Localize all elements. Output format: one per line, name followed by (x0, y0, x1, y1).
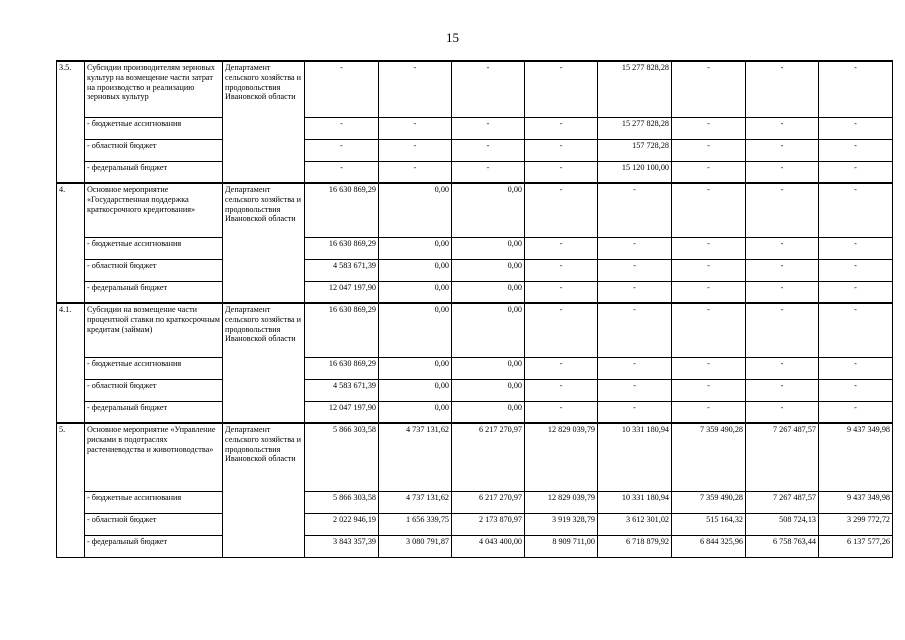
amount-cell: 16 630 869,29 (305, 303, 379, 357)
funding-source-label: - бюджетные ассигнования (85, 357, 223, 379)
amount-cell: - (379, 161, 452, 183)
amount-cell: 2 022 946,19 (305, 513, 379, 535)
measure-name: Основное мероприятие «Управление рисками в подотраслях растениеводства и животноводства» (85, 423, 223, 491)
responsible-department: Департамент сельского хозяйства и продовольствия Ивановской области (223, 183, 305, 303)
funding-source-label: - областной бюджет (85, 259, 223, 281)
amount-cell: - (672, 259, 746, 281)
amount-cell: 3 612 301,02 (598, 513, 672, 535)
amount-cell: - (819, 183, 893, 237)
amount-cell: 0,00 (452, 401, 525, 423)
table-row-budget (57, 513, 893, 535)
amount-cell: - (672, 139, 746, 161)
amount-cell: 0,00 (452, 281, 525, 303)
amount-cell: - (525, 303, 598, 357)
amount-cell: - (598, 303, 672, 357)
amount-cell: - (672, 357, 746, 379)
amount-cell: 0,00 (379, 303, 452, 357)
amount-cell: - (746, 237, 819, 259)
amount-cell: 0,00 (452, 379, 525, 401)
amount-cell: - (305, 117, 379, 139)
amount-cell: 0,00 (379, 357, 452, 379)
amount-cell: - (746, 139, 819, 161)
amount-cell: - (525, 357, 598, 379)
amount-cell: - (746, 61, 819, 117)
amount-cell: - (452, 61, 525, 117)
amount-cell: 1 656 339,75 (379, 513, 452, 535)
amount-cell: 16 630 869,29 (305, 357, 379, 379)
measure-name: Основное мероприятие «Государственная поддержка краткосрочного кредитования» (85, 183, 223, 237)
amount-cell: 6 137 577,26 (819, 535, 893, 557)
funding-source-label: - бюджетные ассигнования (85, 491, 223, 513)
amount-cell: 0,00 (379, 379, 452, 401)
funding-source-label: - областной бюджет (85, 513, 223, 535)
funding-source-label: - областной бюджет (85, 379, 223, 401)
row-number: 3.5. (57, 61, 85, 183)
amount-cell: - (819, 161, 893, 183)
amount-cell: 0,00 (452, 183, 525, 237)
amount-cell: - (598, 281, 672, 303)
amount-cell: - (525, 401, 598, 423)
table-row-budget (57, 117, 893, 139)
funding-source-label: - областной бюджет (85, 139, 223, 161)
amount-cell: - (746, 259, 819, 281)
amount-cell: - (819, 237, 893, 259)
amount-cell: - (746, 357, 819, 379)
amount-cell: 15 277 828,28 (598, 61, 672, 117)
table-row-budget (57, 357, 893, 379)
amount-cell: - (746, 117, 819, 139)
amount-cell: 0,00 (379, 237, 452, 259)
measure-name: Субсидии производителям зерновых культур на возмещение части затрат на производство и реализацию зерновых культур (85, 61, 223, 117)
amount-cell: - (746, 183, 819, 237)
amount-cell: - (672, 61, 746, 117)
responsible-department: Департамент сельского хозяйства и продовольствия Ивановской области (223, 423, 305, 557)
budget-table (56, 60, 893, 558)
amount-cell: - (746, 281, 819, 303)
measure-name: Субсидии на возмещение части процентной ставки по краткосрочным кредитам (займам) (85, 303, 223, 357)
amount-cell: 3 919 328,79 (525, 513, 598, 535)
amount-cell: 7 359 490,28 (672, 491, 746, 513)
amount-cell: 0,00 (452, 237, 525, 259)
amount-cell: 16 630 869,29 (305, 237, 379, 259)
amount-cell: 9 437 349,98 (819, 491, 893, 513)
amount-cell: 10 331 180,94 (598, 423, 672, 491)
amount-cell: 0,00 (452, 357, 525, 379)
amount-cell: 0,00 (379, 259, 452, 281)
table-row-budget (57, 139, 893, 161)
responsible-department: Департамент сельского хозяйства и продовольствия Ивановской области (223, 61, 305, 183)
amount-cell: 515 164,32 (672, 513, 746, 535)
row-number: 4.1. (57, 303, 85, 423)
amount-cell: - (525, 183, 598, 237)
amount-cell: - (525, 237, 598, 259)
amount-cell: - (379, 61, 452, 117)
amount-cell: 2 173 870,97 (452, 513, 525, 535)
amount-cell: - (452, 117, 525, 139)
page-number: 15 (446, 30, 459, 45)
table-row-budget (57, 379, 893, 401)
amount-cell: - (672, 237, 746, 259)
table-row-budget (57, 161, 893, 183)
amount-cell: 8 909 711,00 (525, 535, 598, 557)
amount-cell: 12 829 039,79 (525, 491, 598, 513)
amount-cell: 7 267 487,57 (746, 491, 819, 513)
amount-cell: 10 331 180,94 (598, 491, 672, 513)
amount-cell: 0,00 (452, 303, 525, 357)
amount-cell: 6 217 270,97 (452, 491, 525, 513)
table-row-main (57, 423, 893, 491)
amount-cell: - (672, 161, 746, 183)
amount-cell: - (746, 161, 819, 183)
funding-source-label: - федеральный бюджет (85, 281, 223, 303)
amount-cell: - (598, 379, 672, 401)
table-row-main (57, 183, 893, 237)
amount-cell: - (525, 161, 598, 183)
amount-cell: 5 866 303,58 (305, 423, 379, 491)
funding-source-label: - бюджетные ассигнования (85, 237, 223, 259)
amount-cell: 15 120 100,00 (598, 161, 672, 183)
funding-source-label: - федеральный бюджет (85, 401, 223, 423)
amount-cell: 6 758 763,44 (746, 535, 819, 557)
amount-cell: - (819, 117, 893, 139)
amount-cell: - (598, 401, 672, 423)
amount-cell: 0,00 (379, 183, 452, 237)
amount-cell: 12 047 197,90 (305, 281, 379, 303)
amount-cell: - (525, 259, 598, 281)
table-row-budget (57, 237, 893, 259)
amount-cell: - (819, 259, 893, 281)
amount-cell: 4 737 131,62 (379, 491, 452, 513)
amount-cell: 6 844 325,96 (672, 535, 746, 557)
responsible-department: Департамент сельского хозяйства и продовольствия Ивановской области (223, 303, 305, 423)
amount-cell: - (746, 303, 819, 357)
amount-cell: 3 080 791,87 (379, 535, 452, 557)
amount-cell: 12 047 197,90 (305, 401, 379, 423)
amount-cell: - (819, 401, 893, 423)
amount-cell: 6 217 270,97 (452, 423, 525, 491)
amount-cell: 4 583 671,39 (305, 259, 379, 281)
amount-cell: 3 843 357,39 (305, 535, 379, 557)
amount-cell: - (452, 161, 525, 183)
amount-cell: - (672, 281, 746, 303)
amount-cell: - (672, 379, 746, 401)
amount-cell: - (672, 183, 746, 237)
amount-cell: 16 630 869,29 (305, 183, 379, 237)
amount-cell: - (819, 379, 893, 401)
table-body (57, 61, 893, 557)
row-number: 4. (57, 183, 85, 303)
amount-cell: - (819, 139, 893, 161)
amount-cell: - (819, 61, 893, 117)
table-row-budget (57, 535, 893, 557)
amount-cell: 3 299 772,72 (819, 513, 893, 535)
amount-cell: 4 583 671,39 (305, 379, 379, 401)
amount-cell: - (819, 303, 893, 357)
amount-cell: - (379, 139, 452, 161)
amount-cell: - (305, 161, 379, 183)
amount-cell: - (819, 281, 893, 303)
amount-cell: 4 043 400,00 (452, 535, 525, 557)
amount-cell: - (672, 117, 746, 139)
amount-cell: - (598, 183, 672, 237)
amount-cell: - (525, 281, 598, 303)
amount-cell: 9 437 349,98 (819, 423, 893, 491)
amount-cell: 12 829 039,79 (525, 423, 598, 491)
amount-cell: - (525, 117, 598, 139)
amount-cell: 15 277 828,28 (598, 117, 672, 139)
amount-cell: - (672, 303, 746, 357)
table-row-budget (57, 259, 893, 281)
amount-cell: - (598, 259, 672, 281)
table-row-budget (57, 491, 893, 513)
funding-source-label: - федеральный бюджет (85, 161, 223, 183)
amount-cell: - (452, 139, 525, 161)
amount-cell: - (525, 61, 598, 117)
amount-cell: 0,00 (379, 281, 452, 303)
amount-cell: 7 359 490,28 (672, 423, 746, 491)
table-row-budget (57, 281, 893, 303)
amount-cell: 7 267 487,57 (746, 423, 819, 491)
amount-cell: - (305, 61, 379, 117)
amount-cell: 4 737 131,62 (379, 423, 452, 491)
amount-cell: 508 724,13 (746, 513, 819, 535)
amount-cell: - (598, 357, 672, 379)
table-row-budget (57, 401, 893, 423)
amount-cell: - (305, 139, 379, 161)
funding-source-label: - бюджетные ассигнования (85, 117, 223, 139)
amount-cell: - (746, 401, 819, 423)
row-number: 5. (57, 423, 85, 557)
amount-cell: 0,00 (452, 259, 525, 281)
funding-source-label: - федеральный бюджет (85, 535, 223, 557)
amount-cell: 157 728,28 (598, 139, 672, 161)
amount-cell: 5 866 303,58 (305, 491, 379, 513)
amount-cell: - (525, 139, 598, 161)
table-row-main (57, 61, 893, 117)
amount-cell: - (525, 379, 598, 401)
amount-cell: - (672, 401, 746, 423)
amount-cell: 0,00 (379, 401, 452, 423)
table-row-main (57, 303, 893, 357)
amount-cell: - (819, 357, 893, 379)
amount-cell: - (598, 237, 672, 259)
amount-cell: - (746, 379, 819, 401)
amount-cell: 6 718 879,92 (598, 535, 672, 557)
amount-cell: - (379, 117, 452, 139)
